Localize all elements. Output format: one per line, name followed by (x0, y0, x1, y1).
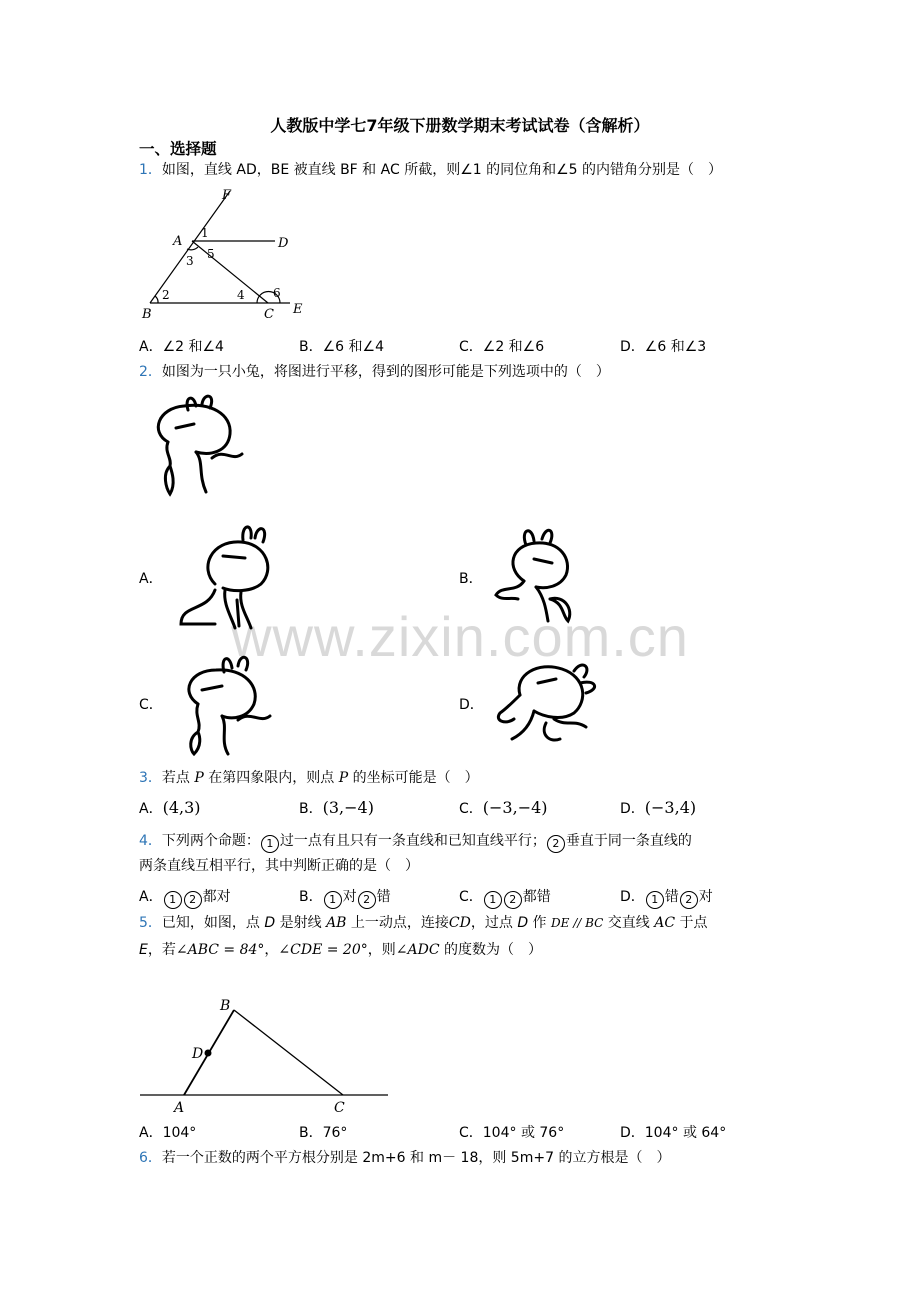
question-number: 3． (139, 770, 162, 786)
angle-4: 4 (237, 288, 245, 302)
question-text: 下列两个命题： (161, 833, 260, 849)
question-5-line-2 (139, 940, 542, 960)
option-text: 错 (664, 889, 679, 905)
q5-option-d[interactable]: D．104° 或 64° (620, 1125, 727, 1141)
q3-option-c[interactable] (459, 798, 548, 818)
q2-option-a-label[interactable]: A． (139, 571, 163, 587)
watermark: www.zixin.com.cn (231, 605, 689, 668)
angle-cde: ∠CDE = 20° (278, 942, 368, 958)
question-text: 的坐标可能是（ ） (348, 770, 479, 786)
angle-abc: ∠ABC = 84° (175, 942, 265, 958)
option-text: 对 (342, 889, 357, 905)
circled-number: 1 (484, 891, 502, 909)
var-ac: AC (654, 915, 676, 931)
q3-option-d[interactable] (620, 798, 696, 818)
option-letter: A． (139, 801, 163, 817)
var-d: D (517, 915, 529, 931)
question-text: ，则 (367, 942, 396, 958)
option-letter: C． (459, 889, 483, 905)
question-text: 如图，直线 AD，BE 被直线 BF 和 AC 所截，则∠1 的同位角和∠5 的内错角分别是（ ） (161, 162, 723, 178)
question-text: 若一个正数的两个平方根分别是 2m+6 和 m－ 18，则 5m+7 的立方根是（ ） (161, 1150, 671, 1166)
label-A: A (173, 234, 183, 249)
question-4-line-2: 两条直线互相平行，其中判断正确的是（ ） (139, 858, 419, 874)
circled-number: 2 (184, 891, 202, 909)
rabbit-original-figure (150, 392, 250, 502)
question-number: 1． (139, 162, 162, 178)
question-6 (139, 1148, 670, 1168)
option-letter: B． (299, 801, 323, 817)
question-text: ，过点 (470, 915, 518, 931)
q1-option-d[interactable]: D．∠6 和∠3 (620, 339, 707, 355)
page-title: 人教版中学七7年级下册数学期末考试试卷（含解析） (270, 116, 650, 135)
q3-option-b[interactable] (299, 798, 374, 818)
q4-option-b[interactable] (299, 886, 391, 909)
rabbit-option-c-figure[interactable] (168, 650, 278, 760)
label-D: D (192, 1046, 204, 1062)
option-value: (3,−4) (322, 798, 374, 817)
angle-adc: ∠ADC (395, 942, 440, 958)
circled-number: 2 (504, 891, 522, 909)
var-ab: AB (326, 915, 347, 931)
option-letter: D． (620, 801, 645, 817)
var-d: D (264, 915, 276, 931)
option-letter: A． (139, 889, 163, 905)
q4-option-c[interactable] (459, 886, 551, 909)
rabbit-option-b-figure[interactable] (488, 525, 588, 631)
question-text: 在第四象限内，则点 (203, 770, 339, 786)
label-D: D (278, 236, 289, 251)
q5-option-a[interactable]: A．104° (139, 1125, 197, 1141)
question-4-line-1 (139, 831, 692, 853)
circled-number: 1 (324, 891, 342, 909)
label-B: B (220, 998, 231, 1014)
var-cd: CD (448, 915, 471, 931)
var-p: P (338, 770, 349, 786)
q5-option-b[interactable]: B．76° (299, 1125, 348, 1141)
option-value: (−3,−4) (482, 798, 548, 817)
option-letter: B． (299, 889, 323, 905)
angle-3: 3 (186, 254, 194, 268)
label-B: B (142, 307, 152, 322)
q4-option-a[interactable] (139, 886, 231, 909)
q5-figure (138, 990, 393, 1115)
circled-number: 1 (261, 835, 279, 853)
label-A: A (174, 1100, 185, 1115)
q1-option-a[interactable]: A．∠2 和∠4 (139, 339, 224, 355)
point-d (205, 1050, 212, 1057)
circled-number: 1 (164, 891, 182, 909)
var-p: P (194, 770, 204, 786)
question-text: 作 (528, 915, 551, 931)
question-text: 过一点有且只有一条直线和已知直线平行； (279, 833, 546, 849)
option-value: (−3,4) (644, 798, 697, 817)
label-E: E (293, 302, 303, 317)
question-text: 交直线 (603, 915, 655, 931)
rabbit-option-d-figure[interactable] (490, 655, 610, 750)
var-de-parallel-bc: DE // BC (551, 916, 604, 930)
question-text: 是射线 (275, 915, 327, 931)
question-number: 4． (139, 833, 162, 849)
question-5-line-1 (139, 913, 708, 933)
question-3 (139, 768, 479, 788)
question-text: 垂直于同一条直线的 (565, 833, 692, 849)
circled-number: 1 (646, 891, 664, 909)
question-text: 如图为一只小兔，将图进行平移，得到的图形可能是下列选项中的（ ） (161, 364, 610, 380)
question-text: 已知，如图，点 (161, 915, 265, 931)
question-text: ， (264, 942, 279, 958)
rabbit-option-a-figure[interactable] (175, 520, 285, 632)
question-number: 6． (139, 1150, 162, 1166)
label-C: C (334, 1100, 345, 1115)
question-text: 的度数为（ ） (439, 942, 542, 958)
section-heading: 一、选择题 (139, 140, 217, 158)
circled-number: 2 (680, 891, 698, 909)
option-letter: C． (459, 801, 483, 817)
q2-option-b-label[interactable]: B． (459, 571, 483, 587)
question-text: 于点 (675, 915, 708, 931)
angle-6: 6 (273, 286, 281, 300)
question-2 (139, 362, 610, 382)
angle-5: 5 (207, 247, 215, 261)
angle-1: 1 (201, 226, 209, 240)
option-text: 错 (376, 889, 391, 905)
option-text: 都错 (522, 889, 551, 905)
option-letter: D． (620, 889, 645, 905)
q5-option-c[interactable]: C．104° 或 76° (459, 1125, 565, 1141)
var-e: E (139, 942, 148, 958)
q3-option-a[interactable] (139, 798, 201, 818)
label-C: C (264, 307, 274, 322)
circled-number: 2 (358, 891, 376, 909)
question-text: 若点 (161, 770, 195, 786)
question-1 (139, 160, 722, 180)
option-value: (4,3) (162, 798, 201, 817)
q2-option-c-label[interactable]: C． (139, 697, 163, 713)
option-text: 对 (698, 889, 713, 905)
q1-option-c[interactable]: C．∠2 和∠6 (459, 339, 545, 355)
q1-option-b[interactable]: B．∠6 和∠4 (299, 339, 384, 355)
option-text: 都对 (202, 889, 231, 905)
label-F: F (222, 188, 232, 203)
circled-number: 2 (547, 835, 565, 853)
angle-2: 2 (162, 288, 170, 302)
q2-option-d-label[interactable]: D． (459, 697, 484, 713)
question-text: 上一动点，连接 (346, 915, 449, 931)
q4-option-d[interactable] (620, 886, 713, 909)
q1-figure (140, 185, 310, 325)
question-number: 5． (139, 915, 162, 931)
question-number: 2． (139, 364, 162, 380)
question-text: ，若 (147, 942, 176, 958)
